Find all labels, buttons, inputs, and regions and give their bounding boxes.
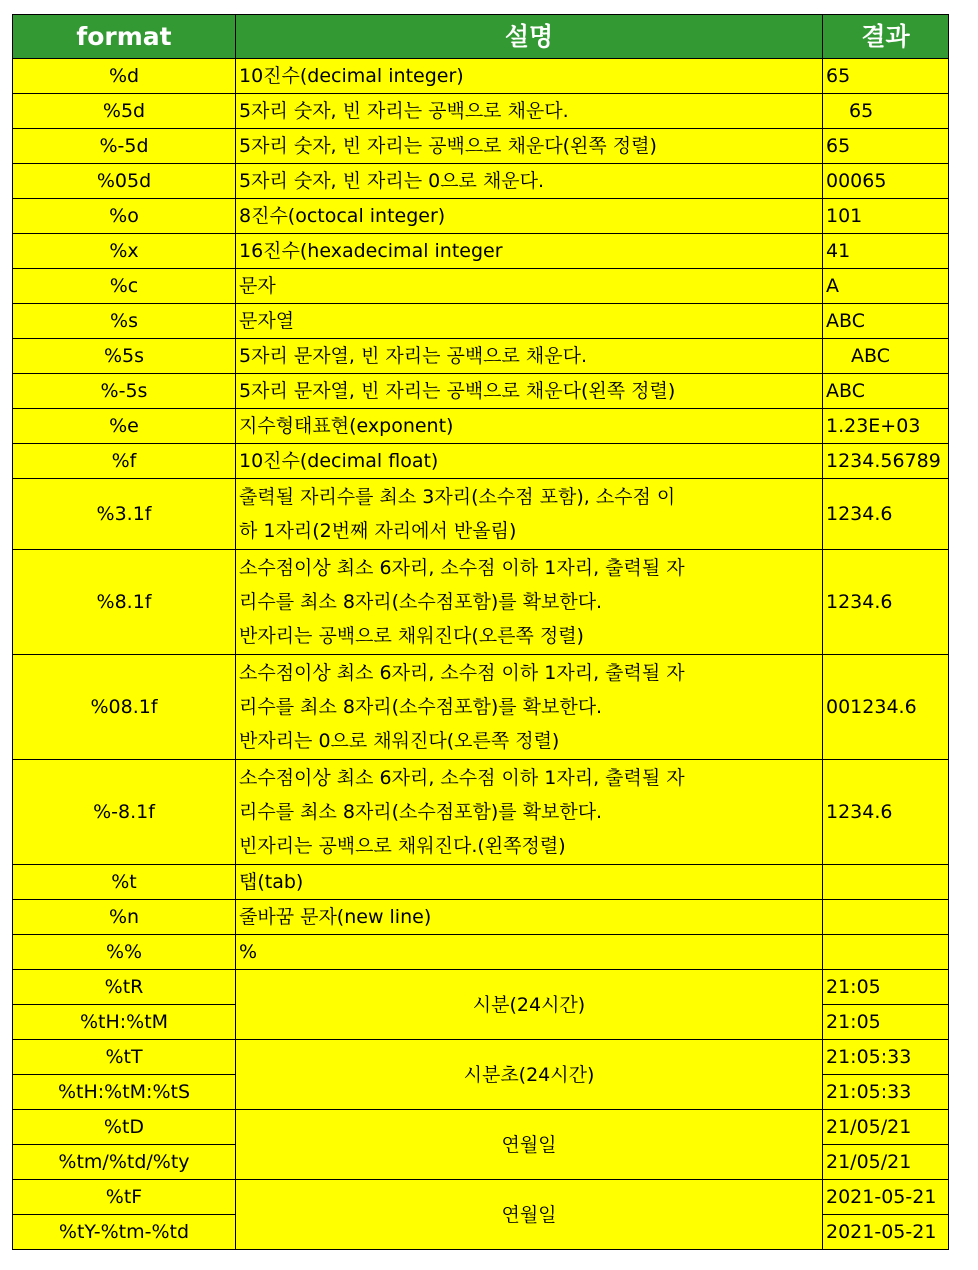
result-cell[interactable]: 65 xyxy=(823,94,949,129)
description-cell[interactable]: 5자리 숫자, 빈 자리는 공백으로 채운다(왼쪽 정렬) xyxy=(236,129,823,164)
description-cell[interactable]: 탭(tab) xyxy=(236,865,823,900)
result-cell[interactable]: 65 xyxy=(823,59,949,94)
result-cell[interactable]: 1234.6 xyxy=(823,550,949,655)
format-cell[interactable]: %8.1f xyxy=(13,550,236,655)
table-row xyxy=(13,234,949,269)
description-line: 반자리는 0으로 채워진다(오른쪽 정렬) xyxy=(239,730,560,752)
format-cell[interactable]: %tD xyxy=(13,1110,236,1145)
result-cell[interactable]: 21:05 xyxy=(823,1005,949,1040)
table-row xyxy=(13,59,949,94)
result-cell[interactable]: 00065 xyxy=(823,164,949,199)
table-row xyxy=(13,900,949,935)
format-cell[interactable]: %o xyxy=(13,199,236,234)
table-row xyxy=(13,1180,949,1215)
table-row xyxy=(13,1110,949,1145)
format-cell[interactable]: %5s xyxy=(13,339,236,374)
description-cell[interactable]: 5자리 숫자, 빈 자리는 0으로 채운다. xyxy=(236,164,823,199)
format-cell[interactable]: %tR xyxy=(13,970,236,1005)
format-cell[interactable]: %tm/%td/%ty xyxy=(13,1145,236,1180)
table-row xyxy=(13,269,949,304)
result-cell[interactable]: 001234.6 xyxy=(823,655,949,760)
description-line: 리수를 최소 8자리(소수점포함)를 확보한다. xyxy=(239,801,603,823)
result-cell[interactable]: 41 xyxy=(823,234,949,269)
table-row xyxy=(13,304,949,339)
format-cell[interactable]: %-5d xyxy=(13,129,236,164)
description-line: 출력될 자리수를 최소 3자리(소수점 포함), 소수점 이 xyxy=(239,486,676,508)
format-cell[interactable]: %tY-%tm-%td xyxy=(13,1215,236,1250)
header-result[interactable]: 결과 xyxy=(823,15,949,59)
table-row xyxy=(13,199,949,234)
result-cell[interactable]: 65 xyxy=(823,129,949,164)
format-cell[interactable]: %% xyxy=(13,935,236,970)
merged-description-cell[interactable]: 시분(24시간) xyxy=(236,970,823,1040)
description-cell[interactable]: 5자리 문자열, 빈 자리는 공백으로 채운다(왼쪽 정렬) xyxy=(236,374,823,409)
result-cell[interactable]: ABC xyxy=(823,304,949,339)
table-row xyxy=(13,164,949,199)
result-cell[interactable]: A xyxy=(823,269,949,304)
table-row xyxy=(13,374,949,409)
description-cell[interactable]: 문자 xyxy=(236,269,823,304)
table-row xyxy=(13,129,949,164)
format-cell[interactable]: %5d xyxy=(13,94,236,129)
description-cell[interactable]: 5자리 문자열, 빈 자리는 공백으로 채운다. xyxy=(236,339,823,374)
result-cell[interactable]: 101 xyxy=(823,199,949,234)
header-description[interactable]: 설명 xyxy=(236,15,823,59)
result-cell[interactable]: ABC xyxy=(823,374,949,409)
result-cell[interactable]: 21:05:33 xyxy=(823,1075,949,1110)
format-cell[interactable]: %3.1f xyxy=(13,479,236,550)
result-cell[interactable]: 21/05/21 xyxy=(823,1145,949,1180)
format-cell[interactable]: %n xyxy=(13,900,236,935)
table-row xyxy=(13,970,949,1005)
description-cell[interactable] xyxy=(236,550,823,655)
table-row xyxy=(13,550,949,655)
format-cell[interactable]: %e xyxy=(13,409,236,444)
format-cell[interactable]: %-8.1f xyxy=(13,760,236,865)
description-cell[interactable] xyxy=(236,479,823,550)
description-cell[interactable] xyxy=(236,760,823,865)
table-row xyxy=(13,409,949,444)
format-cell[interactable]: %d xyxy=(13,59,236,94)
description-cell[interactable]: 8진수(octocal integer) xyxy=(236,199,823,234)
format-cell[interactable]: %f xyxy=(13,444,236,479)
result-cell[interactable]: ABC xyxy=(823,339,949,374)
format-cell[interactable]: %c xyxy=(13,269,236,304)
description-cell[interactable]: 지수형태표현(exponent) xyxy=(236,409,823,444)
description-cell[interactable]: 10진수(decimal float) xyxy=(236,444,823,479)
header-format[interactable]: format xyxy=(13,15,236,59)
table-row xyxy=(13,1040,949,1075)
table-row xyxy=(13,444,949,479)
result-cell[interactable] xyxy=(823,935,949,970)
table-row xyxy=(13,479,949,550)
description-cell[interactable]: 줄바꿈 문자(new line) xyxy=(236,900,823,935)
result-cell[interactable]: 1.23E+03 xyxy=(823,409,949,444)
format-cell[interactable]: %t xyxy=(13,865,236,900)
description-cell[interactable]: 문자열 xyxy=(236,304,823,339)
table-row xyxy=(13,865,949,900)
result-cell[interactable]: 21/05/21 xyxy=(823,1110,949,1145)
result-cell[interactable]: 21:05 xyxy=(823,970,949,1005)
format-cell[interactable]: %x xyxy=(13,234,236,269)
description-line: 리수를 최소 8자리(소수점포함)를 확보한다. xyxy=(239,696,603,718)
result-cell[interactable] xyxy=(823,900,949,935)
description-cell[interactable]: 10진수(decimal integer) xyxy=(236,59,823,94)
result-cell[interactable]: 2021-05-21 xyxy=(823,1180,949,1215)
description-line: 반자리는 공백으로 채워진다(오른쪽 정렬) xyxy=(239,625,584,647)
result-cell[interactable]: 21:05:33 xyxy=(823,1040,949,1075)
result-cell[interactable]: 2021-05-21 xyxy=(823,1215,949,1250)
description-line: 소수점이상 최소 6자리, 소수점 이하 1자리, 출력될 자 xyxy=(239,557,685,579)
format-cell[interactable]: %05d xyxy=(13,164,236,199)
format-table xyxy=(12,14,949,1250)
description-cell[interactable]: % xyxy=(236,935,823,970)
description-line: 빈자리는 공백으로 채워진다.(왼쪽정렬) xyxy=(239,835,566,857)
format-cell[interactable]: %tF xyxy=(13,1180,236,1215)
table-row xyxy=(13,655,949,760)
result-cell[interactable]: 1234.6 xyxy=(823,479,949,550)
format-cell[interactable]: %tH:%tM xyxy=(13,1005,236,1040)
format-cell[interactable]: %-5s xyxy=(13,374,236,409)
table-row xyxy=(13,935,949,970)
merged-description-cell[interactable]: 연월일 xyxy=(236,1110,823,1180)
description-line: 소수점이상 최소 6자리, 소수점 이하 1자리, 출력될 자 xyxy=(239,662,685,684)
merged-description-cell[interactable]: 연월일 xyxy=(236,1180,823,1250)
table-row xyxy=(13,339,949,374)
header-row xyxy=(13,15,949,59)
description-cell[interactable]: 5자리 숫자, 빈 자리는 공백으로 채운다. xyxy=(236,94,823,129)
format-cell[interactable]: %tH:%tM:%tS xyxy=(13,1075,236,1110)
result-cell[interactable]: 1234.6 xyxy=(823,760,949,865)
description-line: 소수점이상 최소 6자리, 소수점 이하 1자리, 출력될 자 xyxy=(239,767,685,789)
table-row xyxy=(13,94,949,129)
format-cell[interactable]: %08.1f xyxy=(13,655,236,760)
table-row xyxy=(13,760,949,865)
description-cell[interactable] xyxy=(236,655,823,760)
result-cell[interactable] xyxy=(823,865,949,900)
description-line: 하 1자리(2번째 자리에서 반올림) xyxy=(239,520,517,542)
description-cell[interactable]: 16진수(hexadecimal integer xyxy=(236,234,823,269)
merged-description-cell[interactable]: 시분초(24시간) xyxy=(236,1040,823,1110)
format-cell[interactable]: %s xyxy=(13,304,236,339)
description-line: 리수를 최소 8자리(소수점포함)를 확보한다. xyxy=(239,591,603,613)
result-cell[interactable]: 1234.56789 xyxy=(823,444,949,479)
format-cell[interactable]: %tT xyxy=(13,1040,236,1075)
